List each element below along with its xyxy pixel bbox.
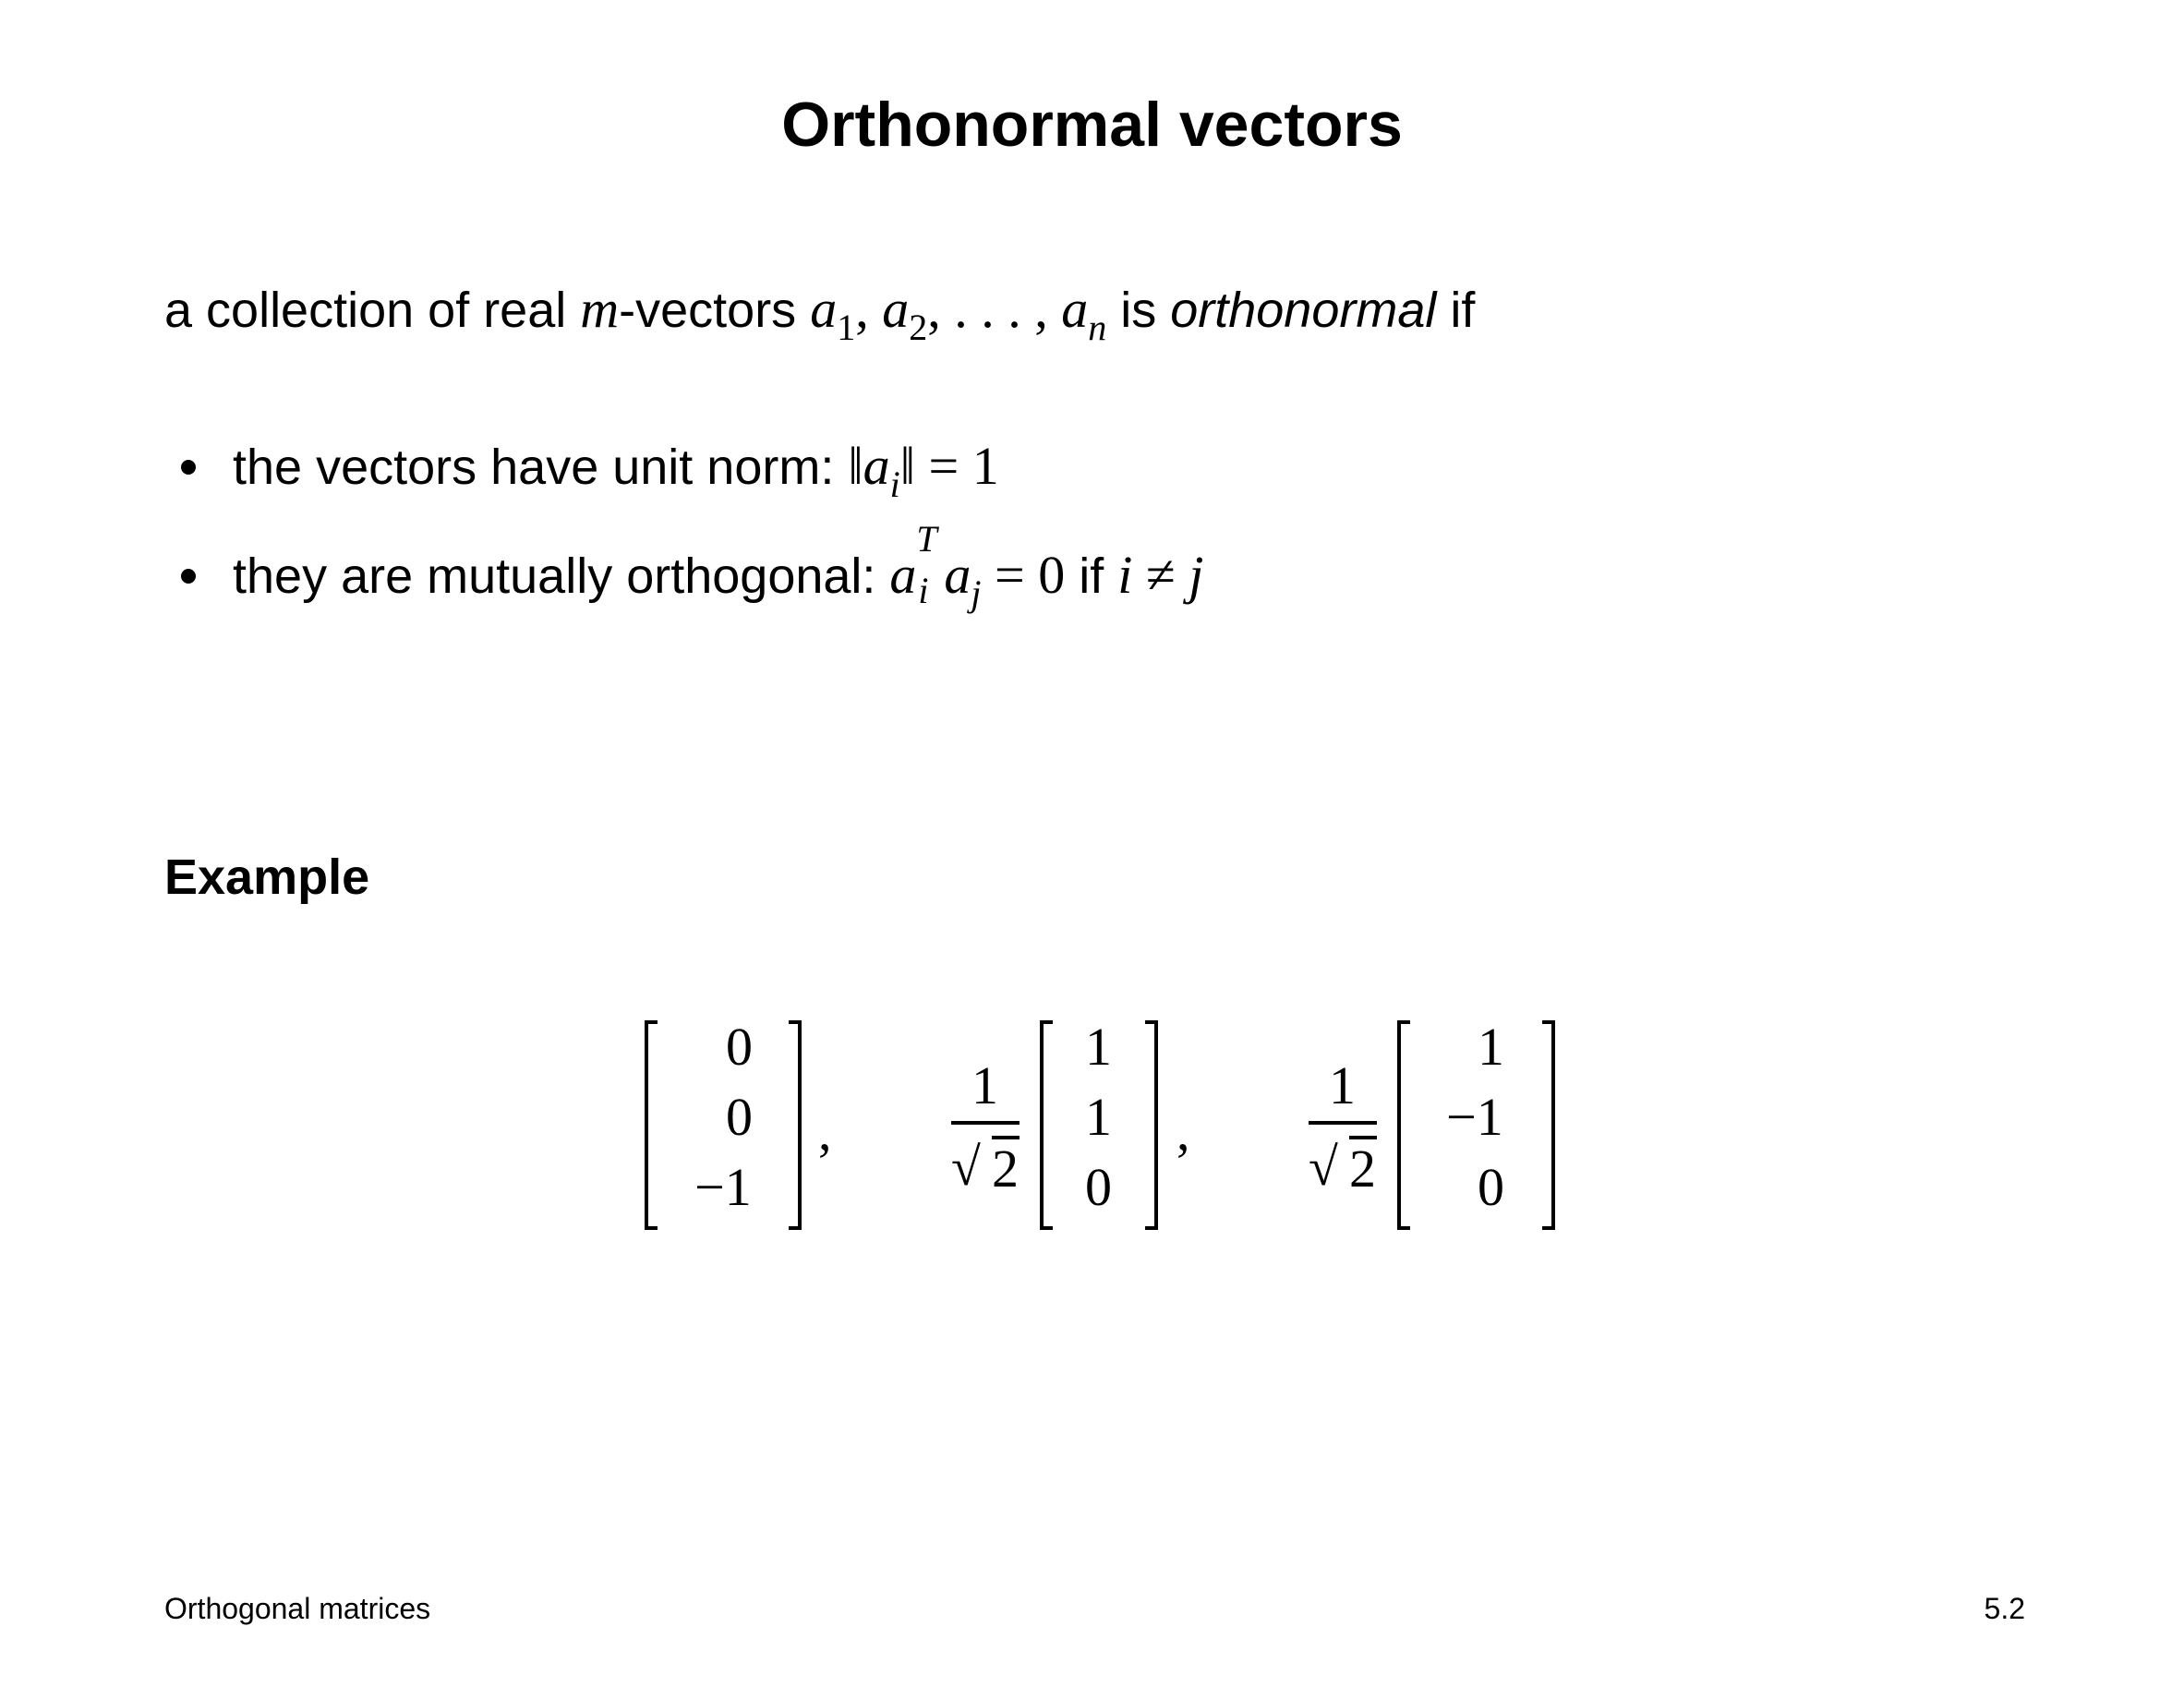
bullet-dot-icon — [181, 569, 196, 584]
norm-open: ‖ — [848, 436, 863, 496]
v2-left-bracket — [1042, 1022, 1053, 1228]
intro-sub-n: n — [1088, 307, 1107, 348]
orth-sub-i: i — [918, 570, 929, 611]
bullet-2-formula — [889, 518, 1066, 614]
example-heading: Example — [164, 850, 370, 905]
footer-page-number: 5.2 — [1984, 1592, 2025, 1625]
orth-sup-T: T — [916, 518, 937, 560]
intro-sub-1: 1 — [837, 307, 856, 348]
v2-entry-3: 0 — [1085, 1157, 1112, 1217]
bullet-1-label: the vectors have unit norm: — [233, 440, 849, 495]
intro-an: a — [1061, 279, 1089, 339]
v3-sqrt-symbol: √ — [1309, 1137, 1338, 1197]
intro-a1: a — [810, 279, 838, 339]
intro-orthonormal-word: orthonormal — [1170, 283, 1437, 338]
orth-cond-j: j — [1189, 545, 1204, 605]
intro-dots: . . . — [954, 279, 1035, 339]
v3-entry-3: 0 — [1478, 1157, 1504, 1217]
v1-entry-3: −1 — [694, 1157, 752, 1217]
intro-line — [164, 277, 1475, 360]
intro-sep-1: , — [855, 279, 883, 339]
v2-comma: , — [1176, 1102, 1190, 1162]
v2-sqrt-symbol: √ — [951, 1137, 981, 1197]
v1-entry-2: 0 — [726, 1087, 753, 1147]
v1-comma: , — [818, 1102, 832, 1162]
footer-section-title: Orthogonal matrices — [164, 1592, 431, 1625]
v3-right-bracket — [1542, 1022, 1553, 1228]
orth-sub-j: j — [971, 572, 982, 614]
v1-left-bracket — [646, 1022, 658, 1228]
intro-sub-2: 2 — [909, 307, 928, 348]
intro-m-variable: m — [580, 279, 620, 339]
intro-vector-list — [810, 279, 1107, 348]
orth-if: if — [1065, 548, 1118, 604]
v1-entry-1: 0 — [726, 1017, 753, 1077]
v2-sqrt-arg: 2 — [992, 1139, 1019, 1199]
v2-frac-numerator: 1 — [971, 1055, 998, 1115]
norm-close: ‖ — [899, 436, 916, 496]
intro-sep-2: , — [927, 279, 955, 339]
v3-left-bracket — [1399, 1022, 1410, 1228]
bullet-unit-norm — [181, 434, 999, 517]
orth-a-j: a — [944, 545, 971, 605]
v3-frac-numerator: 1 — [1329, 1055, 1356, 1115]
v2-entry-2: 1 — [1085, 1087, 1112, 1147]
norm-a: a — [863, 436, 890, 496]
v2-entry-1: 1 — [1085, 1017, 1112, 1077]
intro-prefix: a collection of real — [164, 283, 581, 338]
orth-condition — [1117, 545, 1203, 605]
v3-sqrt-arg: 2 — [1349, 1139, 1376, 1199]
v3-entry-2: −1 — [1446, 1087, 1503, 1147]
slide-title: Orthonormal vectors — [781, 90, 1403, 160]
v3-entry-1: 1 — [1478, 1017, 1504, 1077]
bullet-1-formula — [848, 436, 999, 505]
intro-is: is — [1106, 283, 1171, 338]
intro-a2: a — [882, 279, 910, 339]
orth-cond-neq: ≠ — [1132, 545, 1189, 605]
orth-cond-i: i — [1117, 545, 1133, 605]
orth-supsub — [916, 518, 944, 611]
orth-a-i: a — [889, 545, 917, 605]
v1-right-bracket — [789, 1022, 800, 1228]
orth-equals: = 0 — [981, 545, 1066, 605]
intro-middle: -vectors — [619, 283, 811, 338]
intro-if: if — [1436, 283, 1476, 338]
norm-equals: = 1 — [915, 436, 999, 496]
bullet-orthogonal — [181, 518, 1204, 626]
bullet-2-label: they are mutually orthogonal: — [233, 548, 890, 604]
bullet-dot-icon — [181, 460, 196, 475]
v2-right-bracket — [1145, 1022, 1156, 1228]
norm-sub-i: i — [889, 464, 900, 505]
intro-sep-3: , — [1034, 279, 1062, 339]
